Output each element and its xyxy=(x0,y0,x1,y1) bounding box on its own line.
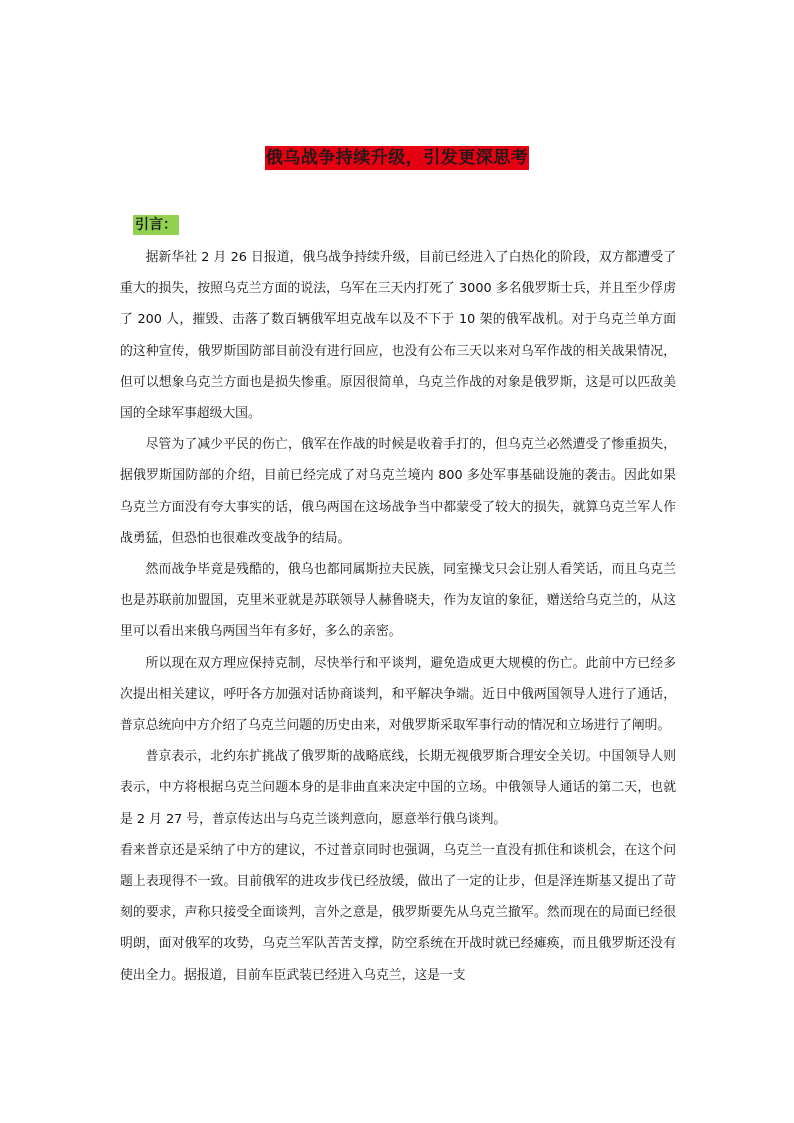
paragraph-1: 据新华社 2 月 26 日报道，俄乌战争持续升级，目前已经进入了白热化的阶段，双方都遭受了重大的损失，按照乌克兰方面的说法，乌军在三天内打死了 3000 多名俄罗斯士兵，并且至少俘虏了 200 人，摧毁、击落了数百辆俄军坦克战车以及不下于 10 架的俄军战机。对于乌克兰单方面的这种宣传，俄罗斯国防部目前没有进行回应，也没有公布三天以来对乌军作战的相关战果情况，但可以想象乌克兰方面也是损失惨重。原因很简单，乌克兰作战的对象是俄罗斯，这是可以匹敌美国的全球军事超级大国。 xyxy=(120,250,676,422)
document-body xyxy=(120,242,676,991)
intro-label: 引言： xyxy=(135,217,177,233)
paragraph-5: 普京表示，北约东扩挑战了俄罗斯的战略底线，长期无视俄罗斯合理安全关切。中国领导人则表示，中方将根据乌克兰问题本身的是非曲直来决定中国的立场。中俄领导人通话的第二天，也就是 2 月 27 号，普京传达出与乌克兰谈判意向，愿意举行俄乌谈判。 xyxy=(120,749,676,827)
paragraph-3: 然而战争毕竟是残酷的，俄乌也都同属斯拉夫民族，同室操戈只会让别人看笑话，而且乌克兰也是苏联前加盟国，克里米亚就是苏联领导人赫鲁晓夫，作为友谊的象征，赠送给乌克兰的，从这里可以看出来俄乌两国当年有多好，多么的亲密。 xyxy=(120,562,676,640)
title-container xyxy=(0,146,794,170)
paragraph-4: 所以现在双方理应保持克制，尽快举行和平谈判，避免造成更大规模的伤亡。此前中方已经多次提出相关建议，呼吁各方加强对话协商谈判，和平解决争端。近日中俄两国领导人进行了通话，普京总统向中方介绍了乌克兰问题的历史由来，对俄罗斯采取军事行动的情况和立场进行了阐明。 xyxy=(120,655,676,734)
document-title: 俄乌战争持续升级，引发更深思考 xyxy=(265,148,529,168)
paragraph-6: 看来普京还是采纳了中方的建议，不过普京同时也强调，乌克兰一直没有抓住和谈机会，在这个问题上表现得不一致。目前俄军的进攻步伐已经放缓，做出了一定的让步，但是泽连斯基又提出了苛刻的要求，声称只接受全面谈判，言外之意是，俄罗斯要先从乌克兰撤军。然而现在的局面已经很明朗，面对俄军的攻势，乌克兰军队苦苦支撑，防空系统在开战时就已经瘫痪，而且俄罗斯还没有使出全力。据报道，目前车臣武装已经进入乌克兰，这是一支 xyxy=(120,842,676,983)
paragraph-2: 尽管为了减少平民的伤亡，俄军在作战的时候是收着手打的，但乌克兰必然遭受了惨重损失，据俄罗斯国防部的介绍，目前已经完成了对乌克兰境内 800 多处军事基础设施的袭击。因此如果乌克兰方面没有夸大事实的话，俄乌两国在这场战争当中都蒙受了较大的损失，就算乌克兰军人作战勇猛，但恐怕也很难改变战争的结局。 xyxy=(120,437,676,546)
